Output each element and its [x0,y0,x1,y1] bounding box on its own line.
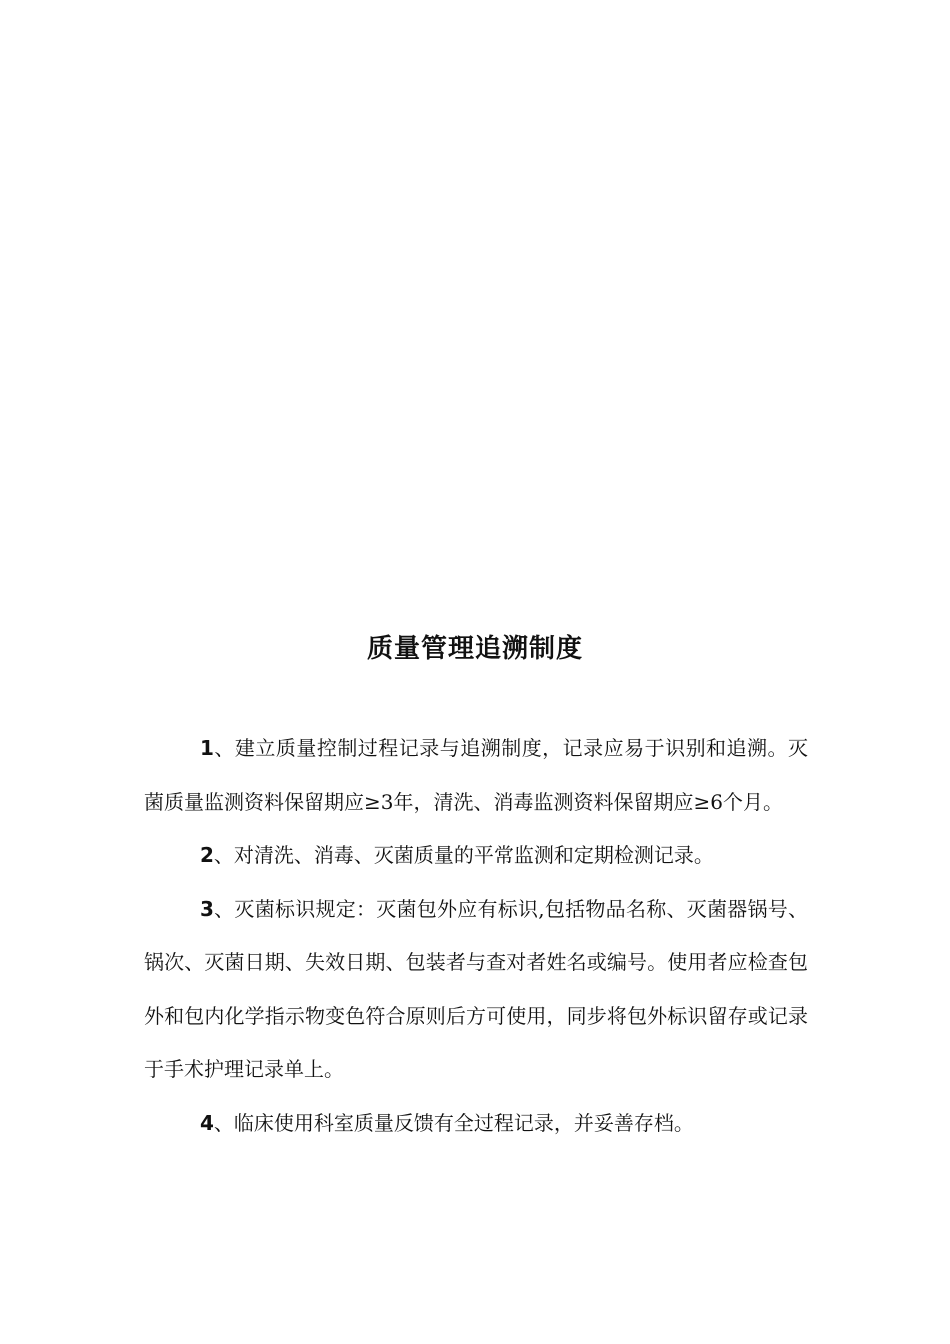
paragraph-text: 、建立质量控制过程记录与追溯制度，记录应易于识别和追溯。灭菌质量监测资料保留期应≥3年，清洗、消毒监测资料保留期应≥6个月。 [144,736,808,814]
paragraph-3 [144,883,808,1097]
paragraph-text: 、对清洗、消毒、灭菌质量的平常监测和定期检测记录。 [213,843,714,867]
paragraph-1 [144,722,808,829]
paragraph-number: 4 [200,1110,214,1135]
paragraph-number: 1 [200,736,214,760]
paragraph-4 [144,1097,808,1151]
document-body [144,722,808,1150]
paragraph-text: 、灭菌标识规定：灭菌包外应有标识,包括物品名称、灭菌器锅号、锅次、灭菌日期、失效日期、包装者与查对者姓名或编号。使用者应检查包外和包内化学指示物变色符合原则后方可使用，同步将包外标识留存或记录于手术护理记录单上。 [144,896,808,1081]
paragraph-text: 、临床使用科室质量反馈有全过程记录，并妥善存档。 [213,1110,694,1135]
document-title: 质量管理追溯制度 [366,634,583,664]
paragraph-number: 3 [200,896,214,921]
paragraph-2 [144,829,808,883]
paragraph-number: 2 [200,843,214,867]
